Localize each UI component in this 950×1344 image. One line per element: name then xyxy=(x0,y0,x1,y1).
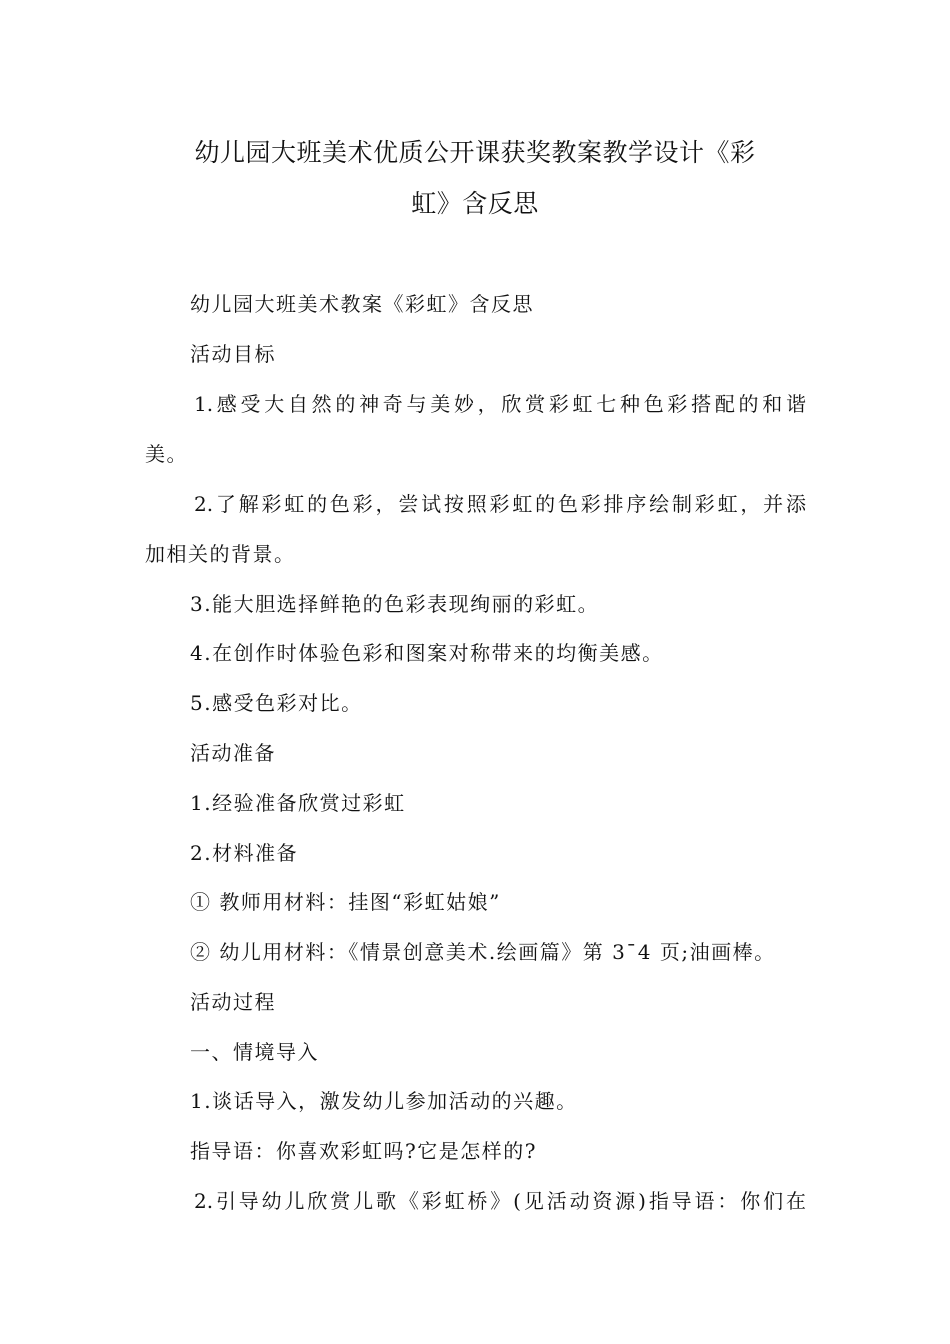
preparation-1: 1.经验准备欣赏过彩虹 xyxy=(190,791,406,815)
guide-question: 指导语：你喜欢彩虹吗?它是怎样的? xyxy=(190,1139,537,1163)
preparation-2: 2.材料准备 xyxy=(190,841,299,865)
teacher-materials: ① 教师用材料：挂图“彩虹姑娘” xyxy=(190,890,501,914)
goal-4: 4.在创作时体验色彩和图案对称带来的均衡美感。 xyxy=(190,641,664,665)
goal-1-line-2: 美。 xyxy=(145,442,188,466)
goal-5: 5.感受色彩对比。 xyxy=(190,691,363,715)
child-materials: ② 幼儿用材料：《情景创意美术.绘画篇》第 3¯4 页;油画棒。 xyxy=(190,940,776,964)
goal-3: 3.能大胆选择鲜艳的色彩表现绚丽的彩虹。 xyxy=(190,592,600,616)
section-heading-preparation: 活动准备 xyxy=(190,741,276,765)
section-heading-process: 活动过程 xyxy=(190,990,276,1014)
goal-1-line-1: 1.感受大自然的神奇与美妙，欣赏彩虹七种色彩搭配的和谐 xyxy=(194,392,806,416)
goal-2-line-1: 2.了解彩虹的色彩，尝试按照彩虹的色彩排序绘制彩虹，并添 xyxy=(194,492,806,516)
process-item-2: 2.引导幼儿欣赏儿歌《彩虹桥》(见活动资源)指导语：你们在 xyxy=(194,1189,806,1213)
document-title-line-1: 幼儿园大班美术优质公开课获奖教案教学设计《彩 xyxy=(194,138,756,167)
subtitle: 幼儿园大班美术教案《彩虹》含反思 xyxy=(190,292,534,316)
process-item-1: 1.谈话导入，激发幼儿参加活动的兴趣。 xyxy=(190,1089,578,1113)
process-step-heading: 一、情境导入 xyxy=(190,1040,319,1064)
section-heading-goals: 活动目标 xyxy=(190,342,276,366)
goal-2-line-2: 加相关的背景。 xyxy=(145,542,296,566)
document-title-line-2: 虹》含反思 xyxy=(411,189,539,218)
